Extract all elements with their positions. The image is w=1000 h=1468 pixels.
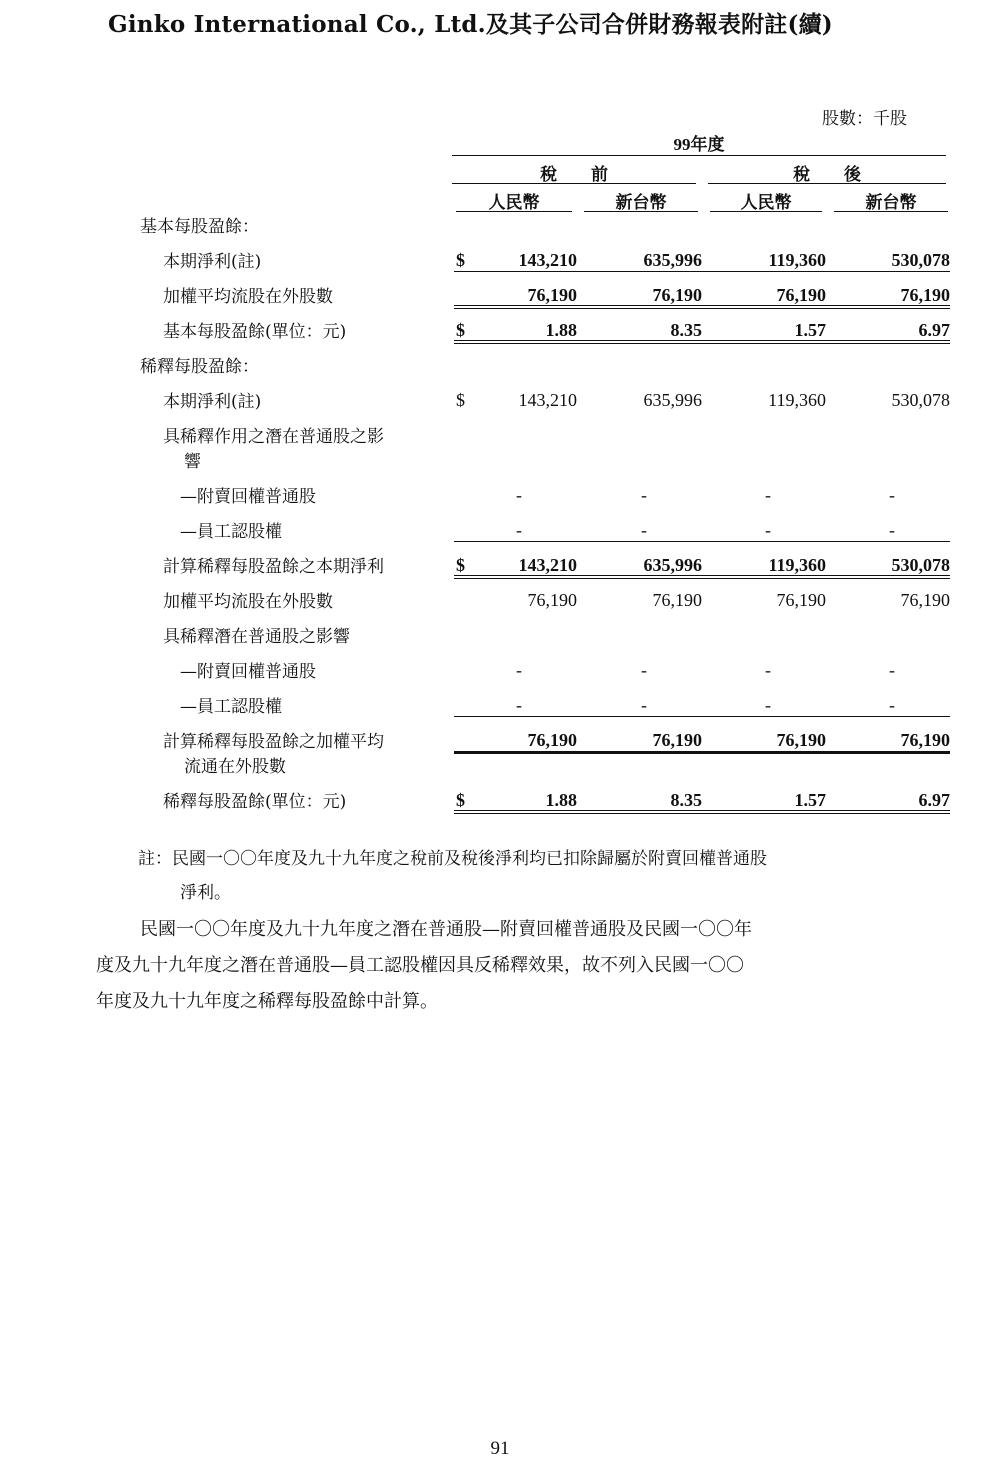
label-puttable-shares: —附賣回權普通股 (180, 487, 316, 507)
value-twd-pretax: - (641, 695, 647, 715)
currency-rmb-pretax: 人民幣 (488, 193, 540, 213)
value-rmb-aftertax: 119,360 (768, 555, 826, 575)
label-dilutive-effect-cont: 響 (184, 452, 201, 472)
paragraph-line: 民國一〇〇年度及九十九年度之潛在普通股—附賣回權普通股及民國一〇〇年 (140, 919, 752, 940)
value-twd-aftertax: 6.97 (918, 320, 950, 340)
currency-rmb-aftertax: 人民幣 (740, 193, 792, 213)
footnote-line: 註：民國一〇〇年度及九十九年度之稅前及稅後淨利均已扣除歸屬於附賣回權普通股 (138, 849, 767, 869)
value-twd-pretax: - (641, 520, 647, 540)
value-twd-aftertax: - (889, 695, 895, 715)
page-header: Ginko International Co., Ltd.及其子公司合併財務報表附註(續) (108, 11, 833, 38)
value-twd-aftertax: 530,078 (891, 555, 950, 575)
underline (454, 541, 950, 542)
value-rmb-pretax: 143,210 (518, 250, 577, 270)
value-rmb-pretax: 143,210 (518, 390, 577, 410)
dollar-sign: $ (456, 320, 465, 340)
currency-twd-aftertax: 新台幣 (865, 193, 917, 213)
value-twd-aftertax: 76,190 (900, 730, 950, 750)
label-diluted-eps: 稀釋每股盈餘(單位：元) (163, 792, 347, 812)
unit-note: 股數：千股 (822, 109, 907, 129)
value-twd-pretax: 76,190 (652, 285, 702, 305)
value-rmb-aftertax: 76,190 (776, 730, 826, 750)
value-twd-aftertax: 530,078 (891, 390, 950, 410)
dollar-sign: $ (456, 790, 465, 810)
label-diluted-weighted-shares: 計算稀釋每股盈餘之加權平均 (163, 732, 384, 752)
group-pretax-rule (452, 183, 696, 184)
value-twd-aftertax: 76,190 (900, 285, 950, 305)
period-heading: 99年度 (673, 135, 725, 154)
group-pretax: 稅 前 (540, 165, 608, 185)
label-dilutive-effect: 具稀釋潛在普通股之影響 (163, 627, 350, 647)
footnote-line: 淨利。 (180, 883, 231, 903)
paragraph-line: 度及九十九年度之潛在普通股—員工認股權因具反稀釋效果，故不列入民國一〇〇 (96, 955, 744, 976)
label-weighted-shares: 加權平均流股在外股數 (163, 592, 333, 612)
value-rmb-aftertax: - (765, 660, 771, 680)
value-rmb-pretax: 1.88 (545, 790, 577, 810)
label-basic-eps-heading: 基本每股盈餘： (140, 217, 259, 237)
label-puttable-shares: —附賣回權普通股 (180, 662, 316, 682)
value-rmb-aftertax: 119,360 (768, 390, 826, 410)
dollar-sign: $ (456, 555, 465, 575)
value-rmb-pretax: 76,190 (527, 285, 577, 305)
value-rmb-aftertax: 76,190 (776, 285, 826, 305)
value-twd-pretax: 635,996 (643, 390, 702, 410)
underline (454, 271, 950, 272)
label-net-income: 本期淨利(註) (163, 392, 262, 412)
value-twd-aftertax: 76,190 (900, 590, 950, 610)
dollar-sign: $ (456, 250, 465, 270)
value-twd-pretax: 8.35 (670, 790, 702, 810)
dollar-sign: $ (456, 390, 465, 410)
value-twd-pretax: - (641, 485, 647, 505)
value-rmb-pretax: 143,210 (518, 555, 577, 575)
double-underline (454, 305, 950, 309)
value-twd-pretax: 8.35 (670, 320, 702, 340)
group-aftertax: 稅 後 (793, 165, 861, 185)
value-rmb-pretax: 76,190 (527, 730, 577, 750)
currency-twd-pretax: 新台幣 (615, 193, 667, 213)
group-aftertax-rule (708, 183, 946, 184)
label-diluted-net-income: 計算稀釋每股盈餘之本期淨利 (163, 557, 384, 577)
value-twd-aftertax: - (889, 660, 895, 680)
label-net-income: 本期淨利(註) (163, 252, 262, 272)
value-rmb-aftertax: 1.57 (794, 320, 826, 340)
value-rmb-pretax: 1.88 (545, 320, 577, 340)
paragraph-line: 年度及九十九年度之稀釋每股盈餘中計算。 (96, 991, 438, 1012)
underline (454, 716, 950, 717)
value-rmb-aftertax: - (765, 485, 771, 505)
currency-rule (456, 211, 572, 212)
label-employee-options: —員工認股權 (180, 522, 282, 542)
value-rmb-aftertax: 76,190 (776, 590, 826, 610)
double-underline (454, 340, 950, 344)
value-twd-pretax: 635,996 (643, 555, 702, 575)
value-twd-aftertax: - (889, 520, 895, 540)
value-rmb-pretax: - (516, 695, 522, 715)
currency-rule (710, 211, 822, 212)
label-diluted-eps-heading: 稀釋每股盈餘： (140, 357, 259, 377)
double-underline (454, 810, 950, 814)
currency-rule (834, 211, 948, 212)
value-rmb-pretax: - (516, 485, 522, 505)
value-rmb-pretax: - (516, 520, 522, 540)
label-weighted-shares: 加權平均流股在外股數 (163, 287, 333, 307)
currency-rule (584, 211, 698, 212)
double-underline (454, 575, 950, 579)
label-diluted-weighted-shares-cont: 流通在外股數 (184, 757, 286, 777)
value-twd-aftertax: 530,078 (891, 250, 950, 270)
label-dilutive-effect: 具稀釋作用之潛在普通股之影 (163, 427, 384, 447)
value-rmb-aftertax: 1.57 (794, 790, 826, 810)
thick-underline (454, 751, 950, 754)
value-rmb-aftertax: 119,360 (768, 250, 826, 270)
label-employee-options: —員工認股權 (180, 697, 282, 717)
value-twd-pretax: 76,190 (652, 590, 702, 610)
value-rmb-aftertax: - (765, 520, 771, 540)
page-number: 91 (490, 1438, 510, 1459)
value-rmb-pretax: 76,190 (527, 590, 577, 610)
label-basic-eps: 基本每股盈餘(單位：元) (163, 322, 347, 342)
value-rmb-pretax: - (516, 660, 522, 680)
value-rmb-aftertax: - (765, 695, 771, 715)
value-twd-pretax: - (641, 660, 647, 680)
value-twd-aftertax: - (889, 485, 895, 505)
value-twd-pretax: 76,190 (652, 730, 702, 750)
period-rule (452, 155, 946, 156)
value-twd-aftertax: 6.97 (918, 790, 950, 810)
value-twd-pretax: 635,996 (643, 250, 702, 270)
